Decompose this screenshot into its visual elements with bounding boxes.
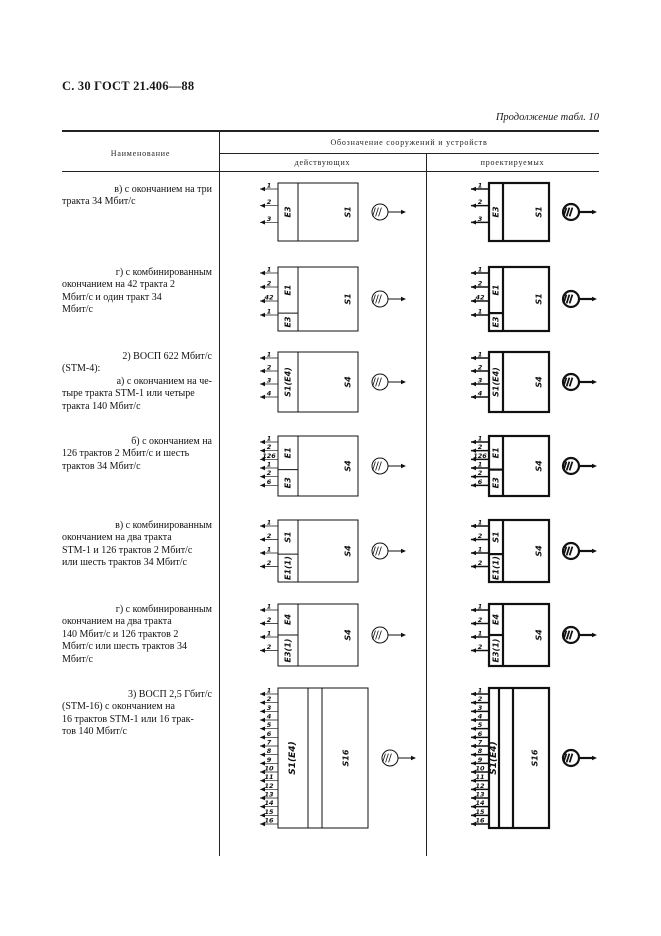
port-label: 1 bbox=[477, 545, 483, 554]
block-label: S4 bbox=[534, 376, 544, 388]
port-label: 2 bbox=[477, 643, 483, 651]
arrow-head-icon bbox=[471, 203, 476, 207]
block-label: S4 bbox=[534, 629, 544, 641]
arrow-head-icon bbox=[260, 220, 265, 224]
block-label: E1(1) bbox=[283, 556, 293, 581]
symbol-existing-row-3 bbox=[260, 351, 406, 413]
port-label: 1 bbox=[477, 307, 483, 316]
optical-hatch bbox=[570, 378, 573, 387]
arrow-head-icon bbox=[471, 692, 476, 696]
desc-line: тракта 34 Мбит/с bbox=[62, 196, 136, 208]
arrow-head-icon bbox=[471, 187, 476, 191]
optical-hatch bbox=[386, 754, 389, 763]
desc-line: в) с окончанием на три bbox=[114, 184, 212, 195]
symbol-projected-row-3 bbox=[471, 351, 597, 413]
port-label: 6 bbox=[477, 729, 483, 738]
symbol-existing-row-2 bbox=[260, 266, 406, 332]
arrow-head-icon bbox=[260, 356, 265, 360]
port-label: 3 bbox=[477, 376, 483, 385]
port-label: 2 bbox=[266, 532, 272, 540]
desc-line: (STM-4): bbox=[62, 363, 101, 375]
block-label: S1(E4) bbox=[491, 367, 501, 397]
port-label: 2 bbox=[266, 695, 272, 704]
port-label: 1 bbox=[266, 629, 272, 638]
arrow-head-icon bbox=[401, 210, 406, 214]
optical-hatch bbox=[379, 631, 382, 640]
arrow-head-icon bbox=[401, 464, 406, 468]
block-label: E3(1) bbox=[283, 638, 293, 663]
arrow-head-icon bbox=[260, 726, 265, 730]
desc-line: 140 Мбит/с и 126 трактов 2 bbox=[62, 628, 179, 640]
optical-hatch bbox=[567, 462, 570, 471]
arrow-head-icon bbox=[471, 700, 476, 704]
arrow-head-icon bbox=[260, 369, 265, 373]
block-label: S4 bbox=[534, 460, 544, 472]
arrow-head-icon bbox=[260, 382, 265, 386]
block-label: S4 bbox=[343, 629, 353, 641]
port-label: 3 bbox=[266, 703, 272, 712]
port-label: 2 bbox=[266, 643, 272, 651]
optical-hatch bbox=[376, 378, 379, 387]
port-label: 1 bbox=[477, 602, 483, 611]
optical-hatch bbox=[567, 295, 570, 304]
desc-line: Мбит/с bbox=[62, 653, 93, 665]
arrow-head-icon bbox=[260, 635, 265, 639]
arrow-head-icon bbox=[260, 285, 265, 289]
desc-line: окончанием на 42 тракта 2 bbox=[62, 279, 176, 291]
arrow-head-icon bbox=[401, 380, 406, 384]
desc-line: Мбит/с и один тракт 34 bbox=[62, 291, 162, 303]
arrow-head-icon bbox=[260, 752, 265, 756]
arrow-head-icon bbox=[471, 744, 476, 748]
arrow-head-icon bbox=[471, 395, 476, 399]
port-label: 3 bbox=[266, 376, 272, 385]
arrow-head-icon bbox=[471, 474, 476, 478]
block-label: S4 bbox=[343, 545, 353, 557]
block-label: E3 bbox=[491, 477, 501, 489]
block-label: S1 bbox=[283, 531, 293, 543]
arrow-head-icon bbox=[471, 718, 476, 722]
desc-line: окончанием на два тракта bbox=[62, 616, 172, 628]
symbol-projected-row-1 bbox=[471, 182, 597, 242]
port-label: 1 bbox=[266, 686, 272, 695]
arrow-head-icon bbox=[401, 549, 406, 553]
port-label: 1 bbox=[266, 307, 272, 316]
optical-hatch bbox=[379, 208, 382, 217]
desc-line: тыре тракта STM-1 или четыре bbox=[62, 388, 195, 400]
desc-line: тракта 140 Мбит/с bbox=[62, 400, 141, 412]
desc-line: тов 140 Мбит/с bbox=[62, 726, 127, 738]
optical-hatch bbox=[567, 378, 570, 387]
desc-line: 2) ВОСП 622 Мбит/с bbox=[122, 351, 212, 362]
arrow-head-icon bbox=[471, 551, 476, 555]
port-label: 1 bbox=[266, 545, 272, 554]
symbol-existing-row-7 bbox=[260, 687, 416, 829]
column-header-designation: Обозначение сооружений и устройств bbox=[330, 138, 488, 147]
desc-line: 3) ВОСП 2,5 Гбит/с bbox=[127, 689, 212, 700]
port-label: 2 bbox=[477, 443, 483, 452]
port-label: 2 bbox=[266, 616, 272, 624]
block-label: E3 bbox=[283, 206, 293, 218]
block-label: E3 bbox=[283, 477, 293, 489]
port-label: 126 bbox=[473, 451, 487, 460]
optical-hatch bbox=[379, 295, 382, 304]
port-label: 126 bbox=[262, 451, 276, 460]
port-label: 5 bbox=[477, 721, 483, 730]
port-label: 4 bbox=[477, 712, 483, 721]
port-label: 8 bbox=[477, 747, 483, 756]
port-label: 6 bbox=[477, 477, 483, 486]
port-label: 1 bbox=[266, 181, 272, 190]
arrow-head-icon bbox=[401, 633, 406, 637]
port-label: 15 bbox=[475, 807, 485, 816]
symbol-existing-row-6 bbox=[260, 603, 406, 667]
port-label: 3 bbox=[477, 214, 483, 223]
port-label: 14 bbox=[264, 799, 274, 808]
block-label: S1(E4) bbox=[489, 741, 499, 775]
port-label: 2 bbox=[477, 559, 483, 567]
block-label: E3 bbox=[491, 316, 501, 328]
block-label: E3(1) bbox=[491, 638, 501, 663]
page-header: С. 30 ГОСТ 21.406—88 bbox=[62, 79, 195, 93]
port-label: 2 bbox=[477, 532, 483, 540]
port-label: 1 bbox=[266, 265, 272, 274]
arrow-head-icon bbox=[401, 297, 406, 301]
desc-line: STM-1 и 126 трактов 2 Мбит/с bbox=[62, 544, 193, 556]
port-label: 2 bbox=[477, 279, 483, 288]
port-label: 13 bbox=[264, 790, 274, 799]
symbol-projected-row-5 bbox=[471, 519, 597, 583]
block-label: E3 bbox=[283, 316, 293, 328]
table-continuation-caption: Продолжение табл. 10 bbox=[495, 112, 599, 123]
port-label: 13 bbox=[475, 790, 485, 799]
port-label: 14 bbox=[475, 799, 485, 808]
port-label: 4 bbox=[266, 389, 272, 398]
port-label: 2 bbox=[266, 363, 272, 372]
optical-hatch bbox=[376, 631, 379, 640]
port-label: 12 bbox=[475, 781, 485, 790]
symbol-existing-row-5 bbox=[260, 519, 406, 583]
arrow-head-icon bbox=[471, 369, 476, 373]
column-header-name: Наименование bbox=[110, 149, 171, 158]
arrow-head-icon bbox=[471, 313, 476, 317]
port-label: 3 bbox=[266, 214, 272, 223]
arrow-head-icon bbox=[260, 440, 265, 444]
arrow-head-icon bbox=[471, 608, 476, 612]
port-label: 2 bbox=[266, 198, 272, 207]
block-label: E3 bbox=[491, 206, 501, 218]
port-label: 2 bbox=[266, 279, 272, 288]
block-label: E1 bbox=[491, 447, 501, 459]
port-label: 1 bbox=[477, 460, 483, 469]
port-label: 1 bbox=[266, 434, 272, 443]
optical-hatch bbox=[570, 547, 573, 556]
arrow-head-icon bbox=[592, 633, 597, 637]
arrow-head-icon bbox=[471, 356, 476, 360]
port-label: 7 bbox=[477, 738, 483, 747]
arrow-head-icon bbox=[471, 648, 476, 652]
optical-hatch bbox=[567, 208, 570, 217]
arrow-head-icon bbox=[471, 524, 476, 528]
port-label: 9 bbox=[266, 755, 272, 764]
port-label: 1 bbox=[266, 602, 272, 611]
block-label: E1 bbox=[283, 447, 293, 459]
arrow-head-icon bbox=[260, 313, 265, 317]
port-label: 8 bbox=[266, 747, 272, 756]
block-label: S1 bbox=[343, 206, 353, 218]
port-label: 1 bbox=[266, 460, 272, 469]
port-label: 42 bbox=[264, 293, 274, 302]
block-label: E4 bbox=[491, 613, 501, 626]
desc-line: г) с комбинированным bbox=[115, 267, 212, 278]
arrow-head-icon bbox=[592, 297, 597, 301]
arrow-head-icon bbox=[471, 440, 476, 444]
symbol-projected-row-2 bbox=[471, 266, 597, 332]
arrow-head-icon bbox=[260, 735, 265, 739]
optical-hatch bbox=[567, 631, 570, 640]
arrow-head-icon bbox=[592, 756, 597, 760]
desc-line: окончанием на два тракта bbox=[62, 532, 172, 544]
arrow-head-icon bbox=[260, 621, 265, 625]
arrow-head-icon bbox=[471, 635, 476, 639]
column-header-projected: проектируемых bbox=[480, 158, 545, 167]
arrow-head-icon bbox=[260, 551, 265, 555]
arrow-head-icon bbox=[471, 483, 476, 487]
port-label: 9 bbox=[477, 755, 483, 764]
port-label: 2 bbox=[266, 559, 272, 567]
optical-hatch bbox=[379, 547, 382, 556]
arrow-head-icon bbox=[592, 464, 597, 468]
arrow-head-icon bbox=[260, 537, 265, 541]
arrow-head-icon bbox=[260, 483, 265, 487]
block-label: S4 bbox=[534, 545, 544, 557]
port-label: 2 bbox=[266, 443, 272, 452]
optical-hatch bbox=[376, 462, 379, 471]
optical-hatch bbox=[379, 462, 382, 471]
optical-hatch bbox=[570, 462, 573, 471]
arrow-head-icon bbox=[411, 756, 416, 760]
port-label: 1 bbox=[477, 629, 483, 638]
port-label: 11 bbox=[475, 773, 485, 782]
optical-hatch bbox=[570, 631, 573, 640]
block-label: S16 bbox=[530, 749, 540, 767]
desc-line: Мбит/с bbox=[62, 304, 93, 316]
symbol-projected-row-7 bbox=[471, 687, 597, 829]
port-label: 1 bbox=[477, 686, 483, 695]
arrow-head-icon bbox=[260, 564, 265, 568]
desc-line: трактов 34 Мбит/с bbox=[62, 460, 141, 472]
optical-hatch bbox=[570, 208, 573, 217]
optical-hatch bbox=[376, 547, 379, 556]
desc-line: в) с комбинированным bbox=[115, 520, 212, 531]
desc-line: Мбит/с или шесть трактов 34 bbox=[62, 641, 187, 653]
port-label: 2 bbox=[266, 469, 272, 478]
port-label: 1 bbox=[477, 350, 483, 359]
arrow-head-icon bbox=[471, 621, 476, 625]
arrow-head-icon bbox=[260, 271, 265, 275]
arrow-head-icon bbox=[592, 380, 597, 384]
port-label: 1 bbox=[477, 518, 483, 527]
block-label: S4 bbox=[343, 376, 353, 388]
arrow-head-icon bbox=[592, 549, 597, 553]
optical-hatch bbox=[567, 754, 570, 763]
arrow-head-icon bbox=[260, 474, 265, 478]
port-label: 1 bbox=[477, 265, 483, 274]
optical-hatch bbox=[376, 295, 379, 304]
block-label: S16 bbox=[341, 749, 351, 767]
arrow-head-icon bbox=[260, 700, 265, 704]
arrow-head-icon bbox=[592, 210, 597, 214]
arrow-head-icon bbox=[260, 648, 265, 652]
port-label: 42 bbox=[475, 293, 485, 302]
block-label: S1 bbox=[534, 293, 544, 305]
arrow-head-icon bbox=[471, 564, 476, 568]
arrow-head-icon bbox=[471, 271, 476, 275]
arrow-head-icon bbox=[260, 187, 265, 191]
desc-line: 126 трактов 2 Мбит/с и шесть bbox=[62, 448, 190, 460]
port-label: 15 bbox=[264, 807, 274, 816]
arrow-head-icon bbox=[260, 709, 265, 713]
desc-line: г) с комбинированным bbox=[115, 604, 212, 615]
arrow-head-icon bbox=[260, 608, 265, 612]
port-label: 6 bbox=[266, 729, 272, 738]
desc-line: б) с окончанием на bbox=[131, 436, 212, 447]
arrow-head-icon bbox=[471, 285, 476, 289]
arrow-head-icon bbox=[260, 203, 265, 207]
symbol-existing-row-1 bbox=[260, 182, 406, 242]
port-label: 5 bbox=[266, 721, 272, 730]
port-label: 4 bbox=[477, 389, 483, 398]
arrow-head-icon bbox=[260, 718, 265, 722]
port-label: 1 bbox=[477, 181, 483, 190]
block-label: E1 bbox=[283, 284, 293, 296]
arrow-head-icon bbox=[471, 382, 476, 386]
port-label: 2 bbox=[477, 695, 483, 704]
arrow-head-icon bbox=[471, 466, 476, 470]
block-label: S1 bbox=[491, 531, 501, 543]
block-label: E1(1) bbox=[491, 556, 501, 581]
desc-line: (STM-16) с окончанием на bbox=[62, 701, 175, 713]
port-label: 1 bbox=[477, 434, 483, 443]
optical-hatch bbox=[570, 295, 573, 304]
block-label: S1(E4) bbox=[283, 367, 293, 397]
arrow-head-icon bbox=[471, 709, 476, 713]
block-label: S1(E4) bbox=[288, 741, 298, 775]
arrow-head-icon bbox=[471, 752, 476, 756]
optical-hatch bbox=[567, 547, 570, 556]
column-header-existing: действующих bbox=[294, 158, 351, 167]
arrow-head-icon bbox=[471, 735, 476, 739]
port-label: 2 bbox=[477, 363, 483, 372]
optical-hatch bbox=[389, 754, 392, 763]
port-label: 10 bbox=[264, 764, 274, 773]
port-label: 4 bbox=[266, 712, 272, 721]
arrow-head-icon bbox=[260, 524, 265, 528]
arrow-head-icon bbox=[260, 395, 265, 399]
port-label: 7 bbox=[266, 738, 272, 747]
port-label: 1 bbox=[266, 350, 272, 359]
desc-line: а) с окончанием на че- bbox=[116, 375, 212, 387]
optical-hatch bbox=[379, 378, 382, 387]
block-label: S1 bbox=[343, 293, 353, 305]
arrow-head-icon bbox=[260, 692, 265, 696]
port-label: 2 bbox=[477, 616, 483, 624]
port-label: 1 bbox=[266, 518, 272, 527]
block-label: S1 bbox=[534, 206, 544, 218]
block-label: E4 bbox=[283, 613, 293, 626]
block-label: S4 bbox=[343, 460, 353, 472]
port-label: 2 bbox=[477, 198, 483, 207]
port-label: 2 bbox=[477, 469, 483, 478]
port-label: 11 bbox=[264, 773, 274, 782]
desc-line: или шесть трактов 34 Мбит/с bbox=[62, 557, 187, 569]
port-label: 6 bbox=[266, 477, 272, 486]
arrow-head-icon bbox=[471, 537, 476, 541]
desc-line: 16 трактов STM-1 или 16 трак- bbox=[62, 713, 194, 725]
arrow-head-icon bbox=[260, 744, 265, 748]
symbol-projected-row-4 bbox=[471, 435, 597, 497]
optical-hatch bbox=[570, 754, 573, 763]
symbol-projected-row-6 bbox=[471, 603, 597, 667]
block-label: E1 bbox=[491, 284, 501, 296]
port-label: 12 bbox=[264, 781, 274, 790]
port-label: 10 bbox=[475, 764, 485, 773]
symbol-existing-row-4 bbox=[260, 435, 406, 497]
optical-hatch bbox=[376, 208, 379, 217]
arrow-head-icon bbox=[260, 466, 265, 470]
arrow-head-icon bbox=[471, 726, 476, 730]
port-label: 16 bbox=[475, 816, 485, 825]
arrow-head-icon bbox=[471, 220, 476, 224]
port-label: 16 bbox=[264, 816, 274, 825]
port-label: 3 bbox=[477, 703, 483, 712]
